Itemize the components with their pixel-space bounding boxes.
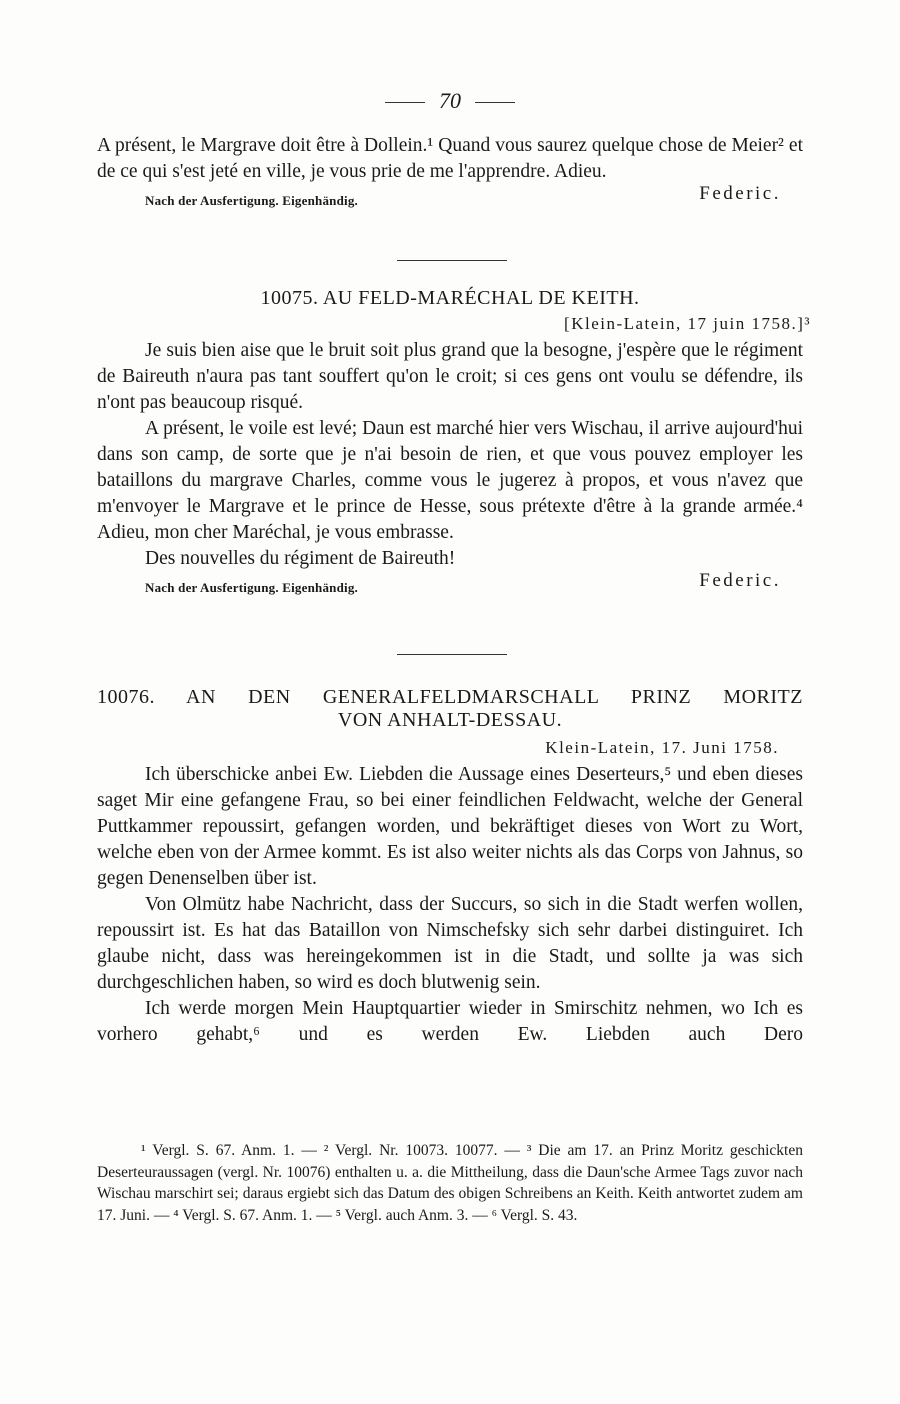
letter-10076-heading-line-1: 10076. AN DEN GENERALFELDMARSCHALL PRINZ MORITZ <box>97 686 803 708</box>
prev-letter-signature: Federic. <box>699 183 781 204</box>
letter-10075-paragraph-2: A présent, le voile est levé; Daun est marché hier vers Wischau, il arrive aujourd'hui dans son camp, de sorte que je n'ai besoin de rien, et que vous pouvez employer les bataillons du margrave Charles, comme vous le jugerez à propos, et vous n'avez que m'envoyer le Margrave et le prince de Hesse, sous prétexte d'être à la grande armée.⁴ Adieu, mon cher Maréchal, je vous embrasse. <box>97 418 803 543</box>
prev-letter-text: A présent, le Margrave doit être à Dollein.¹ Quand vous saurez quelque chose de Meier² et de ce qui s'est jeté en ville, je vous prie de me l'apprendre. Adieu. <box>97 135 803 182</box>
letter-10075-paragraph-3: Des nouvelles du régiment de Baireuth! <box>145 548 456 569</box>
letter-10076-paragraph-1: Ich überschicke anbei Ew. Liebden die Aussage eines Deserteurs,⁵ und eben dieses saget Mir eine gefangene Frau, so bei einer feindlichen Feldwacht, welche der General Puttkammer repoussirt, gefangen worden, und bekräftiget dieses von Wort zu Wort, welche eben von der Armee kommt. Es ist also weiter nichts als das Corps von Jahnus, so gegen Denenselben über ist. <box>97 764 803 889</box>
letter-10075-footer <box>97 572 803 598</box>
letter-10076 <box>97 686 803 1048</box>
letter-10076-date: Klein-Latein, 17. Juni 1758. <box>545 738 779 757</box>
prev-letter-source: Nach der Ausfertigung. Eigenhändig. <box>145 193 358 208</box>
letter-10076-heading-line-2: VON ANHALT-DESSAU. <box>337 709 563 731</box>
footnotes <box>97 1140 803 1226</box>
letter-10076-paragraph-2: Von Olmütz habe Nachricht, dass der Succurs, so sich in die Stadt werfen wollen, repoussirt ist. Es hat das Bataillon von Nimschefsky sich sehr darbei distinguiret. Ich glaube nicht, dass was hereingekommen ist in die Stadt, und sollte ja was sich durchgeschlichen haben, so wird es doch blutwenig sein. <box>97 894 803 993</box>
page-number-dash-right <box>475 102 515 103</box>
letter-10075-source: Nach der Ausfertigung. Eigenhändig. <box>145 580 358 595</box>
section-divider-2 <box>397 654 507 655</box>
letter-10075-signature: Federic. <box>699 570 781 591</box>
page-number: 70 <box>0 88 900 114</box>
letter-10075 <box>97 287 811 598</box>
page-number-dash-left <box>385 102 425 103</box>
letter-10075-heading: 10075. AU FELD-MARÉCHAL DE KEITH. <box>260 287 640 309</box>
letter-10075-date: [Klein-Latein, 17 juin 1758.]³ <box>564 314 811 333</box>
footnotes-text: ¹ Vergl. S. 67. Anm. 1. — ² Vergl. Nr. 10073. 10077. — ³ Die am 17. an Prinz Moritz geschickten Deserteuraussagen (vergl. Nr. 10076) enthalten u. a. die Mittheilung, dass die Daun'sche Armee Tags zuvor nach Wischau marschirt sei; daraus ergiebt sich das Datum des obigen Schreibens an Keith. Keith antwortet zudem am 17. Juni. — ⁴ Vergl. S. 67. Anm. 1. — ⁵ Vergl. auch Anm. 3. — ⁶ Vergl. S. 43. <box>97 1142 803 1224</box>
prev-letter-footer <box>97 185 803 211</box>
letter-10075-paragraph-1: Je suis bien aise que le bruit soit plus grand que la besogne, j'espère que le régiment de Baireuth n'aura pas tant souffert qu'on le croit; si ces gens ont voulu se défendre, ils n'ont pas beaucoup risqué. <box>97 340 803 413</box>
section-divider <box>397 260 507 261</box>
prev-letter <box>97 133 803 211</box>
letter-10076-paragraph-3: Ich werde morgen Mein Hauptquartier wieder in Smirschitz nehmen, wo Ich es vorhero gehabt,⁶ und es werden Ew. Liebden auch Dero <box>97 998 803 1045</box>
